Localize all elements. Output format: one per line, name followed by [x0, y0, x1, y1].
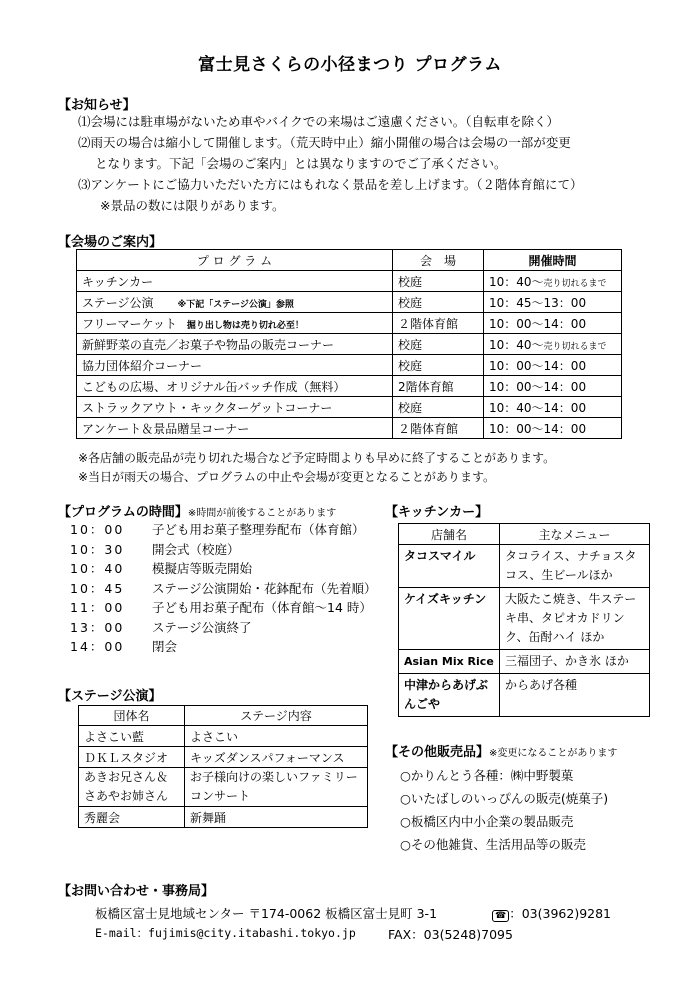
venue-place: 校庭 — [393, 334, 484, 355]
notice-heading: 【お知らせ】 — [58, 98, 136, 113]
schedule-time: 10：45 — [70, 580, 125, 596]
time-value: 10：40〜 — [489, 337, 544, 352]
table-row — [399, 650, 650, 674]
other-item-1: ○かりんとう各種：㈱中野製菓 — [400, 768, 574, 783]
stage-group: 秀麗会 — [79, 807, 185, 828]
contact-tel-number: ：03(3962)9281 — [509, 906, 612, 921]
notice-line-5: ※景品の数には限りがあります。 — [100, 198, 285, 213]
program-name: ストラックアウト・キックターゲットコーナー — [82, 400, 333, 415]
time-value: 10：00〜14：00 — [489, 358, 587, 373]
kitchen-shop: ケイズキッチン — [399, 588, 500, 650]
stage-group: あきお兄さん＆さあやお姉さん — [79, 768, 185, 807]
program-name: キッチンカー — [82, 274, 154, 289]
page-title: 富士見さくらの小径まつり プログラム — [198, 55, 502, 75]
table-row — [77, 271, 622, 292]
schedule-time: 10：00 — [70, 522, 125, 537]
schedule-event: 子ども用お菓子整理券配布（体育館） — [152, 522, 365, 537]
schedule-time: 11：00 — [70, 600, 125, 615]
schedule-event: 開会式（校庭） — [152, 541, 240, 557]
venue-table — [76, 249, 622, 439]
venue-note-2: ※当日が雨天の場合、プログラムの中止や会場が変更となることがあります。 — [78, 470, 495, 484]
schedule-time: 10：40 — [70, 561, 125, 576]
kitchen-heading: 【キッチンカー】 — [385, 505, 489, 520]
program-name: アンケート＆景品贈呈コーナー — [82, 421, 250, 436]
venue-place: ２階体育館 — [393, 418, 484, 439]
schedule-time: 10：30 — [70, 541, 125, 557]
stage-heading: 【ステージ公演】 — [58, 689, 162, 704]
other-item-3: ○板橋区内中小企業の製品販売 — [400, 814, 574, 829]
kitchen-header-menu: 主なメニュー — [500, 524, 650, 545]
schedule-heading-text: 【プログラムの時間】 — [58, 505, 188, 520]
time-value: 10：40〜 — [489, 274, 544, 289]
venue-time — [484, 292, 622, 313]
time-note: 売り切れるまで — [543, 341, 607, 352]
schedule-note: ※時間が前後することがあります — [187, 508, 337, 519]
venue-time — [484, 397, 622, 418]
stage-header-group: 団体名 — [79, 706, 185, 726]
venue-time — [484, 334, 622, 355]
contact-heading: 【お問い合わせ・事務局】 — [58, 884, 215, 899]
venue-time — [484, 271, 622, 292]
stage-content: よさこい — [185, 726, 368, 747]
schedule-event: 模擬店等販売開始 — [152, 561, 253, 576]
phone-icon: ☎ — [492, 910, 509, 922]
table-row — [77, 292, 622, 313]
stage-table — [78, 705, 368, 828]
venue-program — [77, 355, 393, 376]
other-item-2: ○いたばしのいっぴんの販売(焼菓子) — [400, 791, 609, 806]
schedule-heading — [58, 501, 336, 520]
table-row — [79, 726, 368, 747]
notice-line-1: ⑴会場には駐車場がないため車やバイクでの来場はご遠慮ください。（自転車を除く） — [78, 114, 560, 129]
venue-program — [77, 271, 393, 292]
schedule-event: ステージ公演開始・花鉢配布（先着順） — [152, 580, 377, 596]
kitchen-shop: 中津からあげぶんごや — [399, 674, 500, 717]
program-note: ※下記「ステージ公演」参照 — [177, 299, 294, 310]
venue-program — [77, 334, 393, 355]
venue-place: 校庭 — [393, 292, 484, 313]
kitchen-menu: からあげ各種 — [500, 674, 650, 717]
time-value: 10：00〜14：00 — [489, 421, 587, 436]
table-row — [77, 418, 622, 439]
venue-header-time: 開催時間 — [484, 250, 622, 271]
program-name: 協力団体紹介コーナー — [82, 358, 203, 373]
other-heading-text: 【その他販売品】 — [385, 745, 490, 760]
kitchen-menu: タコライス、ナチョスタコス、生ビールほか — [500, 545, 650, 588]
venue-program — [77, 376, 393, 397]
other-note: ※変更になることがあります — [489, 748, 618, 759]
time-value: 10：00〜14：00 — [489, 316, 587, 331]
venue-header-place: 会 場 — [393, 250, 484, 271]
contact-tel — [492, 904, 611, 922]
kitchen-menu: 三福団子、かき氷 ほか — [500, 650, 650, 674]
venue-time — [484, 418, 622, 439]
kitchen-shop: タコスマイル — [399, 545, 500, 588]
time-value: 10：45〜13：00 — [489, 295, 587, 310]
schedule-event: 子ども用お菓子配布（体育館〜14 時） — [152, 600, 372, 615]
venue-program — [77, 313, 393, 334]
kitchen-header-row — [399, 524, 650, 545]
stage-content: キッズダンスパフォーマンス — [185, 747, 368, 768]
venue-time — [484, 376, 622, 397]
venue-program — [77, 397, 393, 418]
contact-fax: FAX：03(5248)7095 — [388, 927, 513, 942]
schedule-time: 14：00 — [70, 639, 125, 654]
venue-heading: 【会場のご案内】 — [58, 235, 163, 250]
venue-program — [77, 292, 393, 313]
notice-line-3: となります。下記「会場のご案内」とは異なりますのでご了承ください。 — [95, 156, 507, 171]
table-row — [77, 397, 622, 418]
program-note: 掘り出し物は売り切れ必至！ — [186, 320, 304, 331]
time-value: 10：00〜14：00 — [489, 379, 587, 394]
venue-place: 校庭 — [393, 271, 484, 292]
table-row — [77, 355, 622, 376]
contact-address: 板橋区富士見地域センター 〒174-0062 板橋区富士見町 3-1 — [95, 906, 438, 921]
list-item — [70, 598, 377, 618]
venue-note-1: ※各店舗の販売品が売り切れた場合など予定時間よりも早めに終了することがあります。 — [78, 451, 556, 465]
table-row — [79, 747, 368, 768]
list-item — [70, 520, 377, 540]
list-item — [70, 559, 377, 579]
venue-header-row — [77, 250, 622, 271]
table-row — [77, 334, 622, 355]
table-row — [399, 545, 650, 588]
schedule-event: 閉会 — [152, 639, 178, 654]
stage-header-content: ステージ内容 — [185, 706, 368, 726]
list-item — [70, 618, 377, 638]
time-value: 10：40〜14：00 — [489, 400, 587, 415]
venue-place: 校庭 — [393, 355, 484, 376]
program-name: ステージ公演 — [82, 295, 154, 310]
kitchen-shop: Asian Mix Rice — [399, 650, 500, 674]
kitchen-table — [398, 523, 650, 717]
venue-time — [484, 355, 622, 376]
stage-group: ＤＫＬスタジオ — [79, 747, 185, 768]
list-item — [70, 540, 377, 560]
venue-place: 校庭 — [393, 397, 484, 418]
list-item — [70, 637, 377, 657]
kitchen-header-shop: 店舗名 — [399, 524, 500, 545]
schedule-time: 13：00 — [70, 619, 125, 635]
other-heading — [385, 741, 617, 760]
stage-group: よさこい藍 — [79, 726, 185, 747]
program-name: フリーマーケット — [82, 316, 177, 331]
venue-place: 2階体育館 — [393, 376, 484, 397]
program-name: 新鮮野菜の直売／お菓子や物品の販売コーナー — [82, 337, 335, 352]
kitchen-menu: 大阪たこ焼き、牛ステーキ串、タピオカドリンク、缶酎ハイ ほか — [500, 588, 650, 650]
notice-line-4: ⑶アンケートにご協力いただいた方にはもれなく景品を差し上げます。（２階体育館にて） — [78, 177, 583, 192]
stage-content: お子様向けの楽しいファミリーコンサート — [185, 768, 368, 807]
list-item — [70, 579, 377, 599]
table-row — [79, 807, 368, 828]
time-note: 売り切れるまで — [543, 278, 607, 289]
table-row — [399, 674, 650, 717]
venue-program — [77, 418, 393, 439]
venue-time — [484, 313, 622, 334]
table-row — [77, 376, 622, 397]
program-name: こどもの広場、オリジナル缶バッチ作成（無料） — [82, 379, 346, 394]
notice-line-2: ⑵雨天の場合は縮小して開催します。（荒天時中止）縮小開催の場合は会場の一部が変更 — [78, 135, 571, 150]
stage-header-row — [79, 706, 368, 726]
table-row — [77, 313, 622, 334]
schedule-list — [70, 520, 377, 657]
venue-header-program: プ ロ グ ラ ム — [77, 250, 393, 271]
schedule-event: ステージ公演終了 — [152, 619, 252, 635]
contact-email[interactable]: E-mail：fujimis@city.itabashi.tokyo.jp — [95, 926, 356, 940]
table-row — [399, 588, 650, 650]
stage-content: 新舞踊 — [185, 807, 368, 828]
other-item-4: ○その他雑貨、生活用品等の販売 — [400, 837, 586, 852]
venue-place: ２階体育館 — [393, 313, 484, 334]
table-row — [79, 768, 368, 807]
